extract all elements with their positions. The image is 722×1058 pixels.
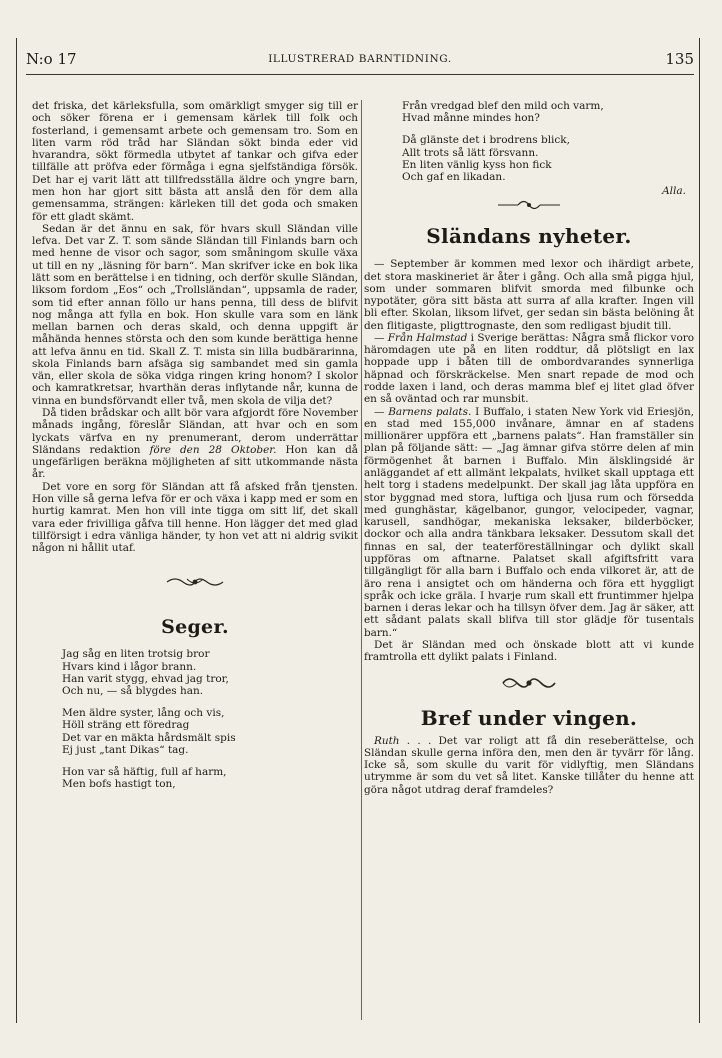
paragraph-farewell: Det vore en sorg för Sländan att få afsked från tjensten. Hon ville så gerna lefva för er och växa i kapp med er som en hurtig kamrat. Men hon vill inte tigga om sitt lif, det skall vara eder frivilliga gåfva till henne. Hon lägger det med glad tillförsigt i edra vänliga händer, ty hon vet att ni aldrig svikit någon ni hållit utaf. bbox=[32, 480, 358, 555]
poem-line: Då glänste det i brodrens blick, bbox=[402, 134, 570, 147]
news-halmstad-label: — Från Halmstad bbox=[374, 331, 468, 344]
news-paragraph-closing: Det är Sländan med och önskade blott att vi kunde framtrolla ett dylikt palats i Finland. bbox=[364, 638, 694, 664]
poem-line: Det var en mäkta hårdsmält spis bbox=[62, 731, 236, 744]
poem-line: Höll sträng ett föredrag bbox=[62, 719, 190, 732]
ornament-divider bbox=[364, 197, 694, 219]
page-header bbox=[26, 44, 694, 75]
letters-recipient: Ruth bbox=[374, 734, 400, 747]
poem-line: Hvad månne mindes hon? bbox=[402, 112, 540, 125]
poem-line: Hvars kind i lågor brann. bbox=[62, 660, 197, 673]
ornament-divider bbox=[364, 674, 694, 696]
paragraph-deadline bbox=[32, 407, 358, 481]
poem-signature: Alla. bbox=[662, 185, 686, 198]
news-paragraph-halmstad bbox=[364, 332, 694, 406]
news-paragraph-september: — September är kommen med lexor och ihärdigt arbete, det stora maskineriet är åter i gång. Och alla små pigga hjul, som under sommaren blifvit smorda med filbunke och nypotäter, göra sitt bästa att surra af alla krafter. Ingen vill bli efter. Skolan, liksom lifvet, ger sedan sin bästa belöning åt den flitigaste, pligttrognaste, den som redligast bjudit till. bbox=[364, 258, 694, 332]
poem-seger-part1 bbox=[32, 648, 358, 790]
poem-line: Från vredgad blef den mild och varm, bbox=[402, 100, 604, 112]
poem-line: Men äldre syster, lång och vis, bbox=[62, 707, 225, 720]
paragraph-z-t: Sedan är det ännu en sak, för hvars skull Sländan ville lefva. Det var Z. T. som sände Sländan till Finlands barn och med henne de visor och sagor, som småningom skulle växa ut till en ny „läsning för barn“. Man skrifver icke en bok lika lätt som en berättelse i en tidning, och derför skulle Sländan, liksom fordom „Eos“ och „Trollsländan“, uppsamla de rader, som tid efter annan föllo ur hans penna, till dess de blifvit nog många att fylla en bok. Hon skulle vara som en länk mellan barnen och deras skald, och denna uppgift är måhända hennes största och den som kunde berättiga henne att lefva ännu en tid. Skall Z. T. mista sin lilla budbärarinna, skola Finlands barn afsäga sig sambandet med sin gamla vän, eller skola de söka vidga ringen kring honom? I skolor och kamratkretsar, hvarthän deras inflytande når, kunna de vinna en bundsförvandt eller två, men skola de vilja det? bbox=[32, 222, 358, 407]
poem-title: Seger. bbox=[161, 616, 229, 639]
poem-line: Men bofs hastigt ton, bbox=[62, 778, 176, 791]
news-palats-text: I Buffalo, i staten New York vid Eriesjön, en stad med 155,000 invånare, ämnar en af stadens millionärer uppföra ett „barnens palats“. Han framställer sin plan på följande sätt: — „Jag ämnar gifva större delen af min förmögenhet åt barnen i Buffalo. Min älsklingsidé är anläggandet af ett allmänt lekpalats, hvilket skall upptaga ett helt torg i stadens medelpunkt. Der skall jag låta uppföra en stor byggnad med stora, luftiga och ljusa rum och försedda med gunghästar, kägelbanor, gungor, velocipeder, vagnar, karusell, sandhögar, mekaniska leksaker, bilderböcker, dockor och alla andra tänkbara leksaker. Dessutom skall det finnas en sal, der teaterföreställningar och dylikt skall uppföras om aftnarne. Palatset skall afgiftsfritt vara tillgängligt för alla barn i Buffalo och enda vilkoret är, att de äro rena i ansigtet och om händerna och föra ett hyggligt språk och icke gräla. I hvarje rum skall ett fruntimmer hjelpa barnen i deras lekar och ha tillsyn öfver dem. Jag är säker, att ett sådant palats skall blifva till stor glädje för tusentals barn.“ bbox=[364, 405, 694, 639]
poem-line: Jag såg en liten trotsig bror bbox=[62, 648, 210, 661]
deadline-date: före den 28 Oktober. bbox=[149, 443, 277, 456]
news-palats-label: — Barnens palats. bbox=[374, 405, 472, 418]
poem-line: Han varit stygg, ehvad jag tror, bbox=[62, 672, 229, 685]
poem-line: Och gaf en likadan. bbox=[402, 171, 506, 184]
deadline-rest: Hon kan då ungefärligen beräkna möjligheten af sitt utkommande nästa år. bbox=[32, 443, 358, 481]
poem-line: En liten vänlig kyss hon fick bbox=[402, 158, 552, 171]
column-divider bbox=[361, 100, 362, 1020]
letters-text: . . . Det var roligt att få din reseberättelse, och Sländan skulle gerna införa den, men den är tyvärr för lång. Icke så, som skulle du varit för vidlyftig, men Sländans utrymme är som du vet så litet. Kanske tillåter du henne att göra något utdrag deraf framdeles? bbox=[364, 734, 694, 796]
ornament-flourish-icon bbox=[165, 574, 225, 590]
ornament-divider bbox=[32, 574, 358, 596]
poem-line: Och nu, — så blygdes han. bbox=[62, 685, 204, 698]
news-paragraph-palats bbox=[364, 406, 694, 639]
left-column bbox=[32, 100, 358, 790]
letters-paragraph bbox=[364, 735, 694, 796]
ornament-scroll-icon bbox=[497, 674, 561, 692]
paragraph-intro: det friska, det kärleksfulla, som omärkligt smyger sig till er och söker förena er i gemensam kärlek till folk och fosterland, i gemensamt arbete och gemensam tro. Som en liten varm röd tråd har Sländan sökt binda eder vid hvarandra, sökt förmedla utbytet af tankar och gifva eder tillfälle att pröfva eder förmåga i egna sjelfständiga försök. Det har ej varit lätt att tillfredsställa äldre och yngre barn, men hon har gjort sitt bästa att anslå den för dem alla gemensamma, strängen: kärleken till det goda och smaken för ett gladt skämt. bbox=[32, 100, 358, 223]
poem-line: Allt trots så lätt försvann. bbox=[402, 146, 539, 159]
letters-title: Bref under vingen. bbox=[420, 705, 638, 730]
right-column bbox=[364, 100, 694, 796]
poem-line: Hon var så häftig, full af harm, bbox=[62, 766, 227, 779]
poem-line: Ej just „tant Dikas“ tag. bbox=[62, 743, 189, 756]
page-number: 135 bbox=[665, 50, 694, 68]
deadline-text: Då tiden brådskar och allt bör vara afgjordt före November månads ingång, föreslår Sländan, att hvar och en som lyckats värfva en ny prenumerant, derom underrättar Sländans redaktion bbox=[32, 407, 358, 456]
news-title: Sländans nyheter. bbox=[426, 224, 632, 249]
publication-title: ILLUSTRERAD BARNTIDNING. bbox=[268, 53, 452, 65]
issue-number: N:o 17 bbox=[26, 50, 77, 68]
ornament-flourish-icon bbox=[494, 197, 564, 213]
news-halmstad-text: i Sverige berättas: Några små flickor voro häromdagen ute på en liten roddtur, då plötsligt en lax hoppade upp i båten till de ombordvarandes synnerliga häpnad och förskräckelse. Men snart repade de mod och rodde laxen i land, och deras mamma blef ej litet glad öfver en så oväntad och rar munsbit. bbox=[364, 331, 694, 406]
poem-seger-part2 bbox=[364, 100, 694, 183]
